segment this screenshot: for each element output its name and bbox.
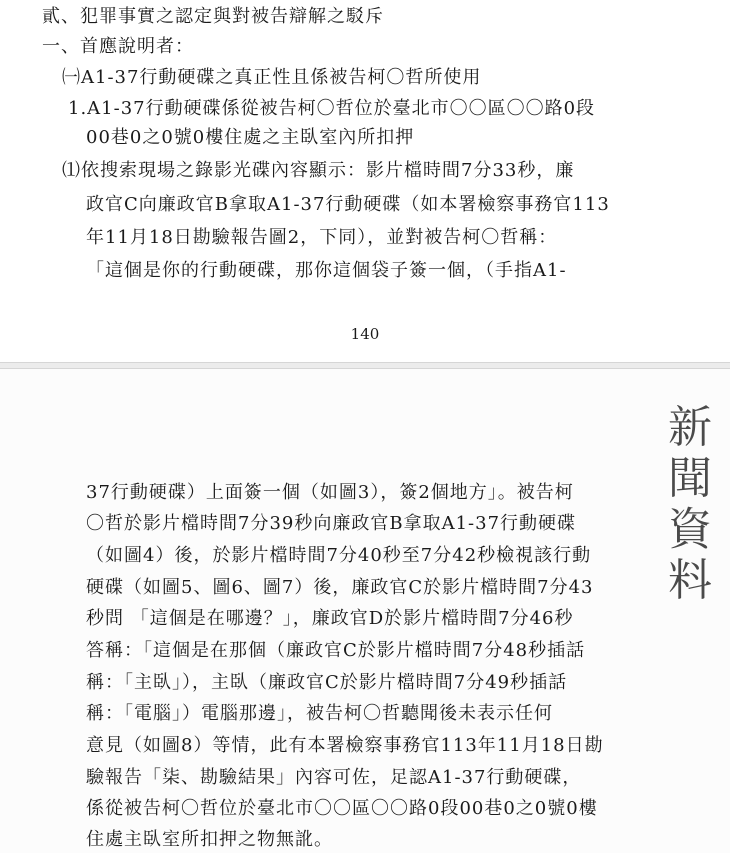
news-material-stamp [664,402,716,606]
paragraph-line: ⑴依搜索現場之錄影光碟內容顯示：影片檔時間7分33秒，廉 [62,160,575,181]
paragraph-line: 硬碟（如圖5、圖6、圖7）後，廉政官C於影片檔時間7分43 [86,577,594,598]
stamp-char: 料 [668,555,712,606]
paragraph-line: 答稱：「這個是在那個（廉政官C於影片檔時間7分48秒插話 [86,640,586,661]
item-heading: ㈠A1-37行動硬碟之真正性且係被告柯〇哲所使用 [62,67,482,88]
stamp-char: 資 [668,504,712,555]
paragraph-line: 係從被告柯〇哲位於臺北市〇〇區〇〇路0段00巷0之0號0樓 [86,798,598,819]
paragraph-line: 政官C向廉政官B拿取A1-37行動硬碟（如本署檢察事務官113 [86,194,610,215]
paragraph-line: （如圖4）後，於影片檔時間7分40秒至7分42秒檢視該行動 [86,545,592,566]
stamp-char: 聞 [668,453,712,504]
paragraph-line: 1.A1-37行動硬碟係從被告柯〇哲位於臺北市〇〇區〇〇路0段 [68,98,596,119]
paragraph-line: 37行動硬碟）上面簽一個（如圖3），簽2個地方」。被告柯 [86,482,574,503]
paragraph-line: 意見（如圖8）等情，此有本署檢察事務官113年11月18日勘 [86,735,604,756]
subsection-heading: 一、首應說明者： [42,36,194,57]
paragraph-line: 驗報告「柒、勘驗結果」內容可佐，足認A1-37行動硬碟， [86,767,582,788]
paragraph-line: 00巷0之0號0樓住處之主臥室內所扣押 [86,127,415,148]
paragraph-line: 住處主臥室所扣押之物無訛。 [86,829,333,850]
paragraph-line: 〇哲於影片檔時間7分39秒向廉政官B拿取A1-37行動硬碟 [86,513,577,534]
stamp-char: 新 [668,402,712,453]
paragraph-line: 秒問 「這個是在哪邊？」，廉政官D於影片檔時間7分46秒 [86,608,574,629]
paragraph-line: 「這個是你的行動硬碟，那你這個袋子簽一個，（手指A1- [86,260,567,281]
document-page-top [0,0,730,363]
paragraph-line: 稱：「主臥」），主臥（廉政官C於影片檔時間7分49秒插話 [86,672,568,693]
paragraph-line: 年11月18日勘驗報告圖2，下同），並對被告柯〇哲稱： [86,227,558,248]
section-heading: 貳、犯罪事實之認定與對被告辯解之駁斥 [42,6,384,27]
page-number: 140 [350,325,380,343]
paragraph-line: 稱：「電腦」）電腦那邊」，被告柯〇哲聽聞後未表示任何 [86,703,553,724]
